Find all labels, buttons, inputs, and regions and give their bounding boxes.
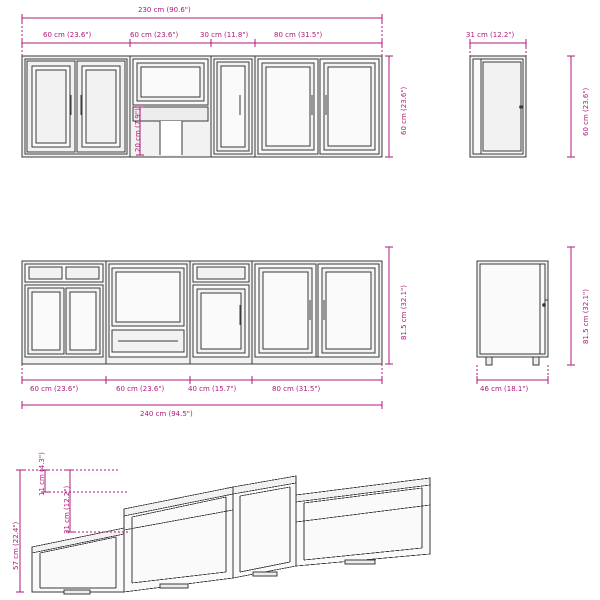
dim-bottom-total-height: 57 cm (22.4")	[12, 521, 20, 570]
dim-side-mid-height: 81.5 cm (32.1")	[582, 289, 590, 344]
wall-cabinets-front-view	[22, 56, 382, 157]
dim-bottom-mid-height: 31 cm (12.2")	[63, 485, 71, 534]
dim-top-seg-2: 60 cm (23.6")	[130, 31, 179, 39]
dim-bottom-small-height: 11 cm (4.3")	[38, 452, 46, 496]
base-cabinets-front-view	[22, 261, 382, 364]
dim-top-overall-width: 230 cm (90.6")	[138, 6, 191, 14]
dim-side-mid-depth: 46 cm (18.1")	[480, 385, 529, 393]
dim-mid-right-height: 81.5 cm (32.1")	[400, 285, 408, 340]
dim-mid-seg-3: 40 cm (15.7")	[188, 385, 237, 393]
dim-side-top-height: 60 cm (23.6")	[582, 87, 590, 136]
dim-side-top-depth: 31 cm (12.2")	[466, 31, 515, 39]
dim-top-inner-height: 20 cm (7.9")	[134, 108, 142, 152]
dim-top-seg-3: 30 cm (11.8")	[200, 31, 249, 39]
dim-mid-seg-2: 60 cm (23.6")	[116, 385, 165, 393]
wall-cabinet-side-view	[470, 56, 526, 157]
dim-top-seg-1: 60 cm (23.6")	[43, 31, 92, 39]
drawer-detail-view	[32, 476, 430, 594]
base-cabinet-side-view	[477, 261, 548, 365]
dim-top-seg-4: 80 cm (31.5")	[274, 31, 323, 39]
dim-top-right-height: 60 cm (23.6")	[400, 86, 408, 135]
dim-mid-overall-width: 240 cm (94.5")	[140, 410, 193, 418]
dim-mid-seg-1: 60 cm (23.6")	[30, 385, 79, 393]
dim-mid-seg-4: 80 cm (31.5")	[272, 385, 321, 393]
